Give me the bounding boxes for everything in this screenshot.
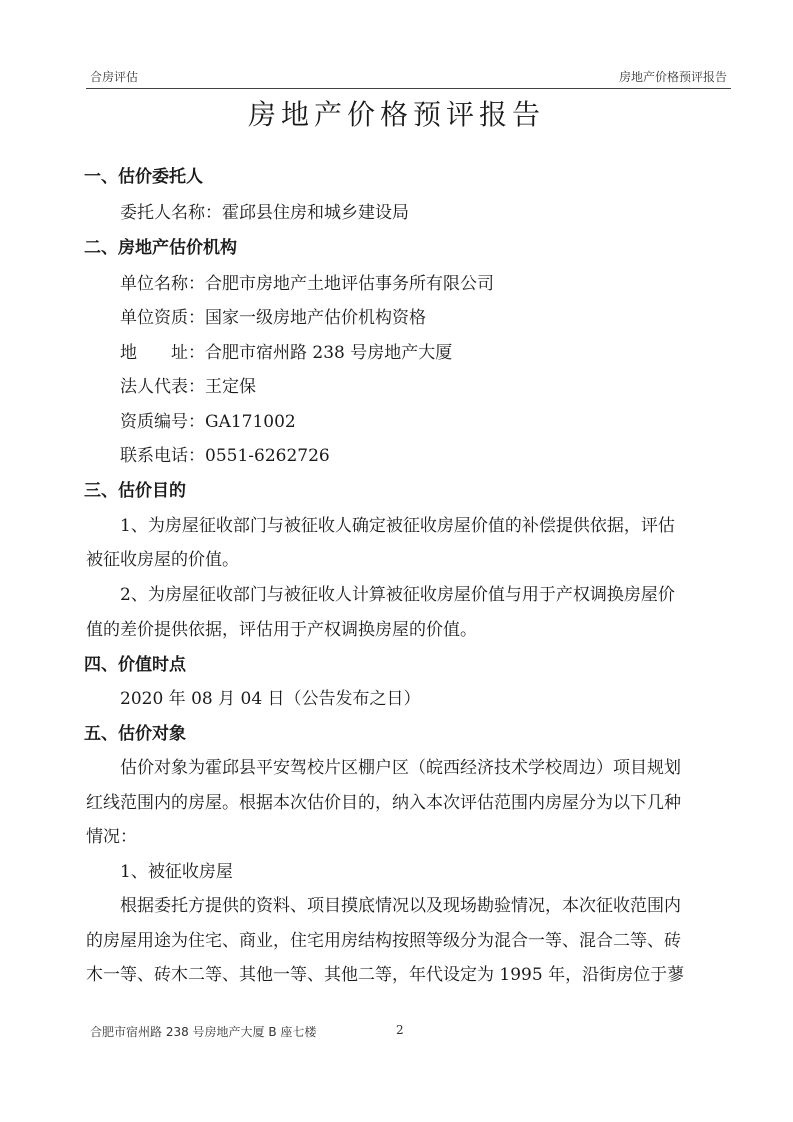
legal-representative: 法人代表：王定保	[120, 377, 256, 397]
agency-address	[120, 342, 452, 364]
value-date: 2020 年 08 月 04 日（公告发布之日）	[120, 689, 421, 709]
client-name: 委托人名称：霍邱县住房和城乡建设局	[120, 203, 409, 223]
purpose-2-line-1: 2、为房屋征收部门与被征收人计算被征收房屋价值与用于产权调换房屋价	[120, 585, 675, 605]
contact-phone: 联系电话：0551-6262726	[120, 446, 330, 466]
purpose-2-line-2: 值的差价提供依据，评估用于产权调换房屋的价值。	[86, 620, 477, 640]
agency-address-value: 合肥市宿州路 238 号房地产大厦	[205, 343, 453, 363]
section-1-heading: 一、估价委托人	[84, 167, 203, 187]
agency-name: 单位名称：合肥市房地产土地评估事务所有限公司	[120, 274, 494, 294]
section-5-heading: 五、估价对象	[84, 724, 186, 744]
object-para2-line-1: 根据委托方提供的资料、项目摸底情况以及现场勘验情况，本次征收范围内	[120, 896, 681, 916]
footer-address: 合肥市宿州路 238 号房地产大厦 B 座七楼	[90, 1025, 317, 1039]
object-para-line-1: 估价对象为霍邱县平安驾校片区棚户区（皖西经济技术学校周边）项目规划	[120, 758, 681, 778]
header-report-name: 房地产价格预评报告	[618, 70, 727, 84]
object-para-line-2: 红线范围内的房屋。根据本次估价目的，纳入本次评估范围内房屋分为以下几种	[86, 793, 681, 813]
page-number: 2	[396, 1023, 404, 1037]
section-3-heading: 三、估价目的	[84, 481, 186, 501]
subsection-1-heading: 1、被征收房屋	[120, 862, 233, 882]
section-4-heading: 四、价值时点	[84, 655, 186, 675]
header-company: 合房评估	[90, 70, 139, 84]
page-title: 房地产价格预评报告	[247, 98, 545, 131]
object-para2-line-3: 木一等、砖木二等、其他一等、其他二等，年代设定为 1995 年，沿街房位于蓼	[86, 965, 685, 985]
section-2-heading: 二、房地产估价机构	[84, 238, 237, 258]
purpose-1-line-1: 1、为房屋征收部门与被征收人确定被征收房屋价值的补偿提供依据，评估	[120, 516, 675, 536]
object-para2-line-2: 的房屋用途为住宅、商业，住宅用房结构按照等级分为混合一等、混合二等、砖	[86, 931, 681, 951]
agency-address-label: 地 址：	[120, 343, 205, 363]
certificate-number: 资质编号：GA171002	[120, 412, 296, 432]
header-divider	[86, 88, 731, 89]
object-para-line-3: 情况：	[86, 827, 137, 847]
agency-qualification: 单位资质：国家一级房地产估价机构资格	[120, 308, 426, 328]
purpose-1-line-2: 被征收房屋的价值。	[86, 550, 239, 570]
